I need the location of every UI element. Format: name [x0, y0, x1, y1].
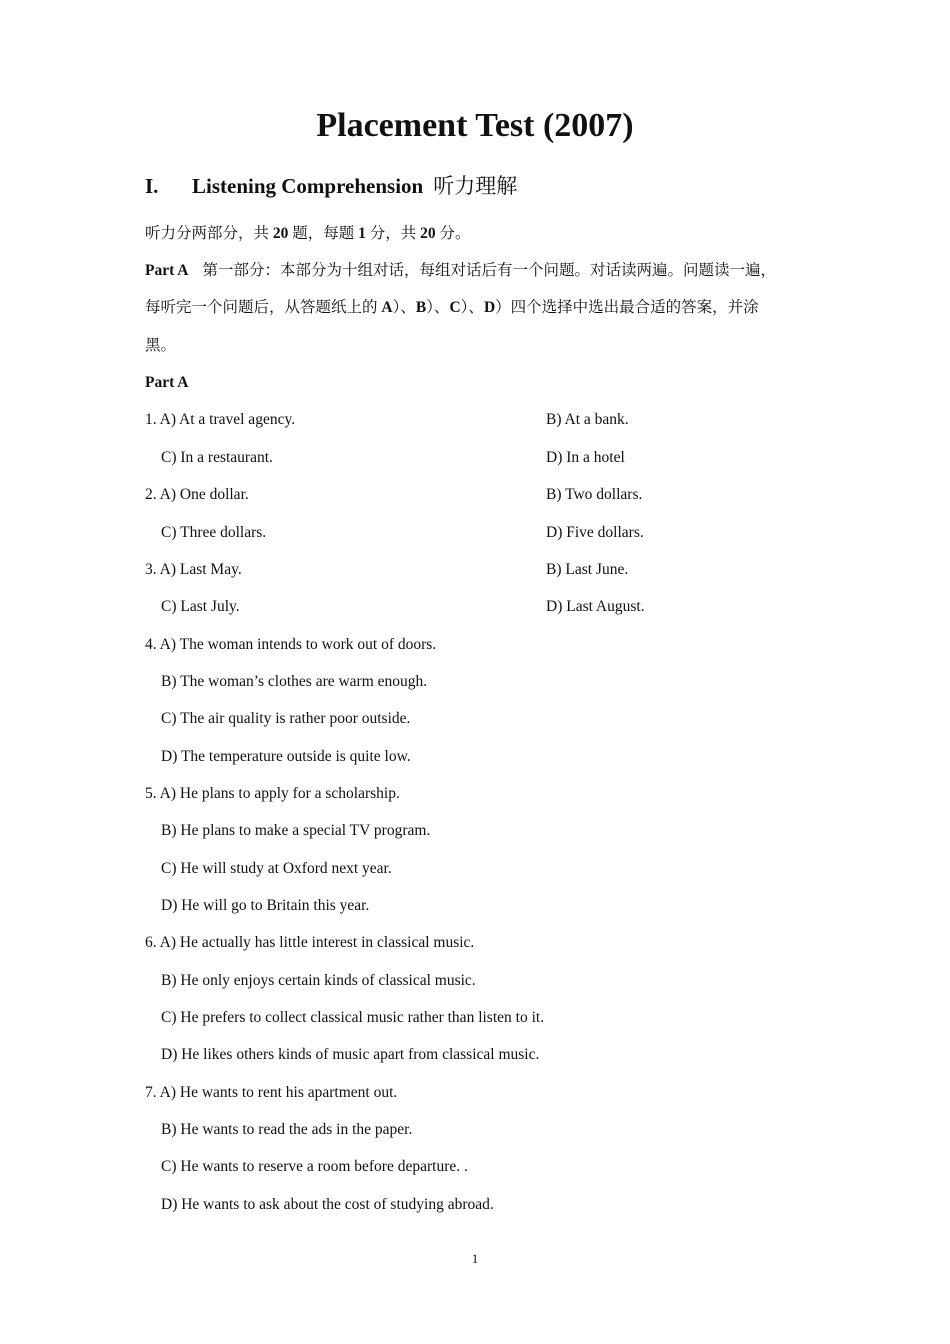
- q1-option-d: D) In a hotel: [546, 449, 625, 466]
- q4-option-d: D) The temperature outside is quite low.: [161, 748, 411, 765]
- q2-option-b: B) Two dollars.: [546, 486, 643, 503]
- part-a-instructions-line-1: Part A 第一部分：本部分为十组对话，每组对话后有一个问题。对话读两遍。问题读一遍，: [145, 262, 776, 279]
- q3-option-a: 3. A) Last May.: [145, 561, 242, 578]
- q3-option-b: B) Last June.: [546, 561, 629, 578]
- q7-option-a: 7. A) He wants to rent his apartment out.: [145, 1084, 398, 1101]
- part-a-instructions-line-2: 每听完一个问题后，从答题纸上的 A）、B）、C）、D）四个选择中选出最合适的答案，并涂: [145, 299, 759, 316]
- part-a-label: Part A: [145, 262, 189, 279]
- page-number: 1: [471, 1251, 479, 1266]
- q5-option-b: B) He plans to make a special TV program.: [161, 822, 431, 839]
- q6-option-b: B) He only enjoys certain kinds of classical music.: [161, 972, 476, 989]
- section-title-zh: 听力理解: [433, 174, 518, 198]
- q6-option-a: 6. A) He actually has little interest in classical music.: [145, 934, 475, 951]
- q2-option-c: C) Three dollars.: [161, 524, 267, 541]
- q1-option-b: B) At a bank.: [546, 411, 629, 428]
- section-heading: [145, 170, 517, 202]
- page-title: Placement Test (2007): [316, 107, 634, 144]
- part-a-instructions-line-3: 黑。: [145, 337, 177, 354]
- q7-option-d: D) He wants to ask about the cost of studying abroad.: [161, 1196, 494, 1213]
- q6-option-d: D) He likes others kinds of music apart from classical music.: [161, 1046, 540, 1063]
- q3-option-d: D) Last August.: [546, 598, 645, 615]
- q2-option-a: 2. A) One dollar.: [145, 486, 249, 503]
- section-number: I.: [145, 174, 159, 198]
- q1-option-c: C) In a restaurant.: [161, 449, 273, 466]
- section-title-en: Listening Comprehension: [192, 174, 424, 198]
- q2-option-d: D) Five dollars.: [546, 524, 644, 541]
- q5-option-d: D) He will go to Britain this year.: [161, 897, 370, 914]
- q3-option-c: C) Last July.: [161, 598, 240, 615]
- q4-option-c: C) The air quality is rather poor outside.: [161, 710, 411, 727]
- q4-option-a: 4. A) The woman intends to work out of doors.: [145, 636, 437, 653]
- listening-intro: 听力分两部分，共 20 题，每题 1 分，共 20 分。: [145, 225, 471, 242]
- q6-option-c: C) He prefers to collect classical music rather than listen to it.: [161, 1009, 545, 1026]
- q5-option-a: 5. A) He plans to apply for a scholarship.: [145, 785, 400, 802]
- q1-option-a: 1. A) At a travel agency.: [145, 411, 296, 428]
- q7-option-b: B) He wants to read the ads in the paper.: [161, 1121, 413, 1138]
- q4-option-b: B) The woman’s clothes are warm enough.: [161, 673, 428, 690]
- q7-option-c: C) He wants to reserve a room before departure. .: [161, 1158, 468, 1175]
- part-a-heading: Part A: [145, 374, 189, 391]
- q5-option-c: C) He will study at Oxford next year.: [161, 860, 392, 877]
